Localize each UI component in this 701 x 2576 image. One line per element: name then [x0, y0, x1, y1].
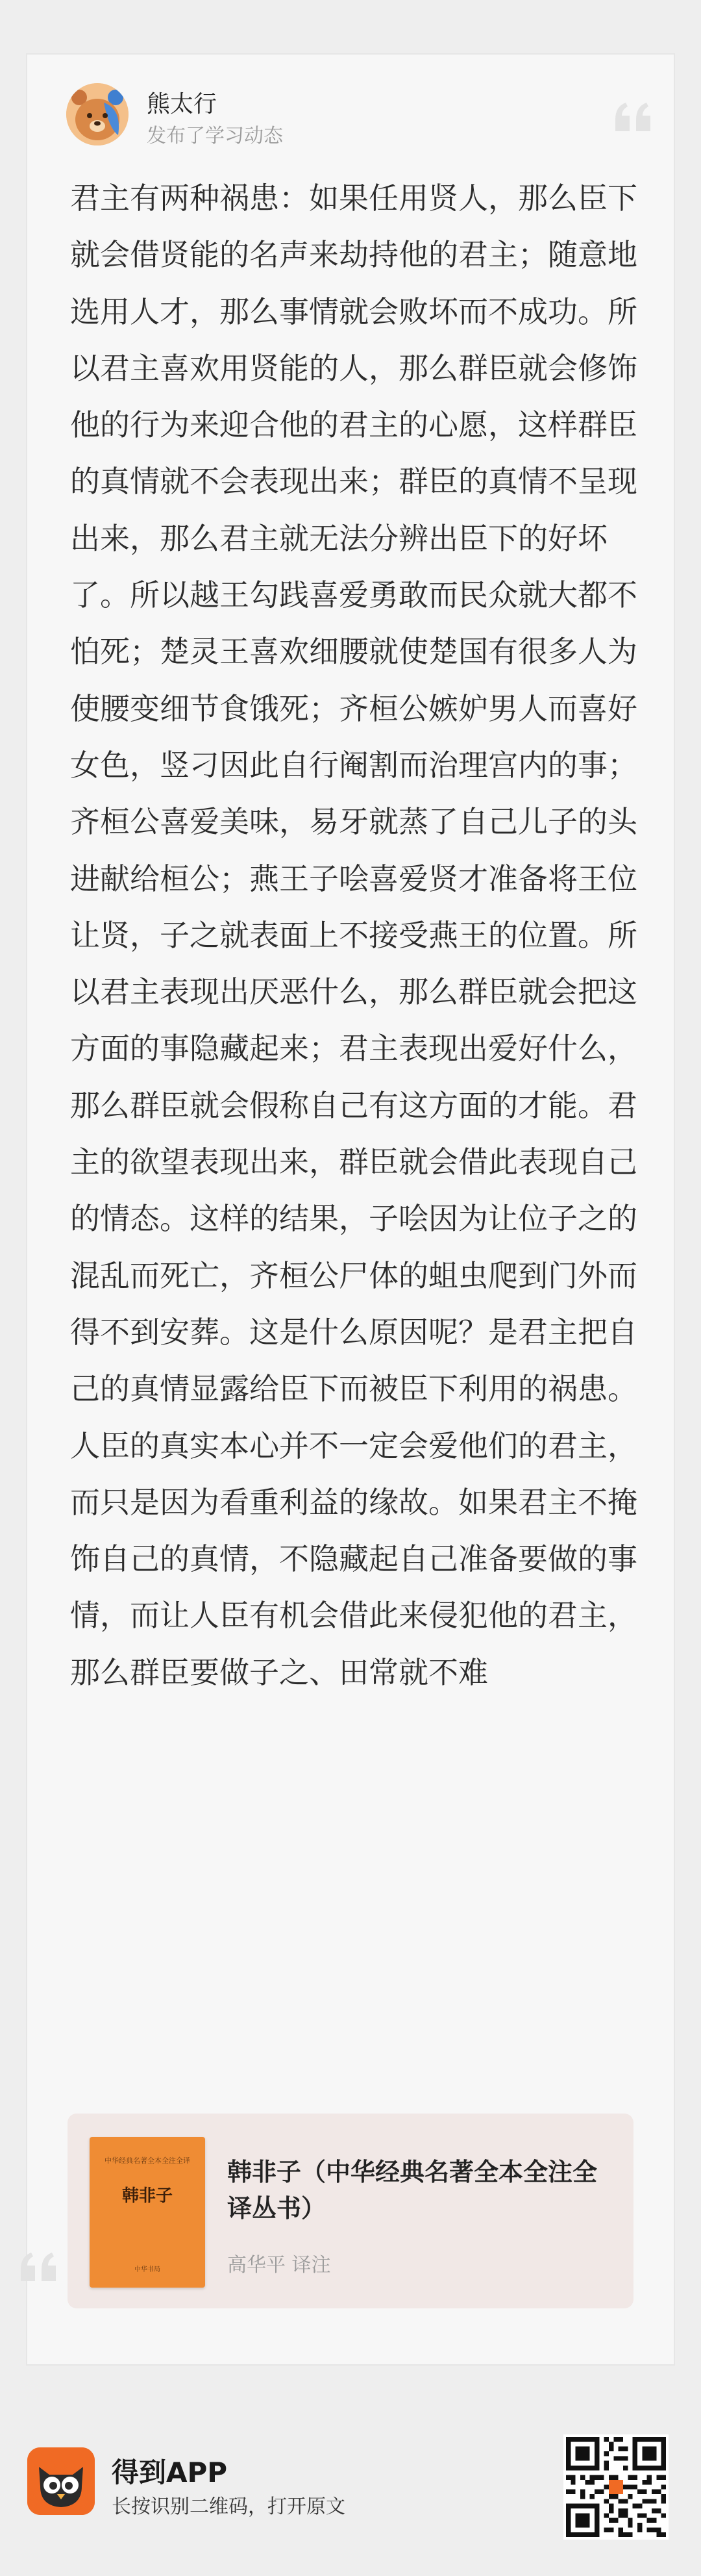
qr-code-icon[interactable] — [563, 2434, 669, 2540]
book-author: 高华平 译注 — [227, 2254, 331, 2277]
post-card — [26, 53, 675, 2366]
post-body: 君主有两种祸患：如果任用贤人，那么臣下就会借贤能的名声来劫持他的君主；随意地选用人才，那么事情就会败坏而不成功。所以君主喜欢用贤能的人，那么群臣就会修饰他的行为来迎合他的君主的心愿，这样群臣的真情就不会表现出来；群臣的真情不呈现出来，那么君主就无法分辨出臣下的好坏了。所以越王勾践喜爱勇敢而民众就大都不怕死；楚灵王喜欢细腰就使楚国有很多人为使腰变细节食饿死；齐桓公嫉妒男人而喜好女色，竖刁因此自行阉割而治理宫内的事；齐桓公喜爱美味，易牙就蒸了自己儿子的头进献给桓公；燕王子哙喜爱贤才准备将王位让贤，子之就表面上不接受燕王的位置。所以君主表现出厌恶什么，那么群臣就会把这方面的事隐藏起来；君主表现出爱好什么，那么群臣就会假称自己有这方面的才能。君主的欲望表现出来，群臣就会借此表现自己的情态。这样的结果，子哙因为让位子之的混乱而死亡，齐桓公尸体的蛆虫爬到门外而得不到安葬。这是什么原因呢？是君主把自己的真情显露给臣下而被臣下利用的祸患。人臣的真实本心并不一定会爱他们的君主，而只是因为看重利益的缘故。如果君主不掩饰自己的真情，不隐藏起自己准备要做的事情，而让人臣有机会借此来侵犯他的君主，那么群臣要做子之、田常就不难 — [70, 181, 637, 1690]
cover-publisher: 中华书局 — [134, 2266, 160, 2273]
qr-hint: 长按识别二维码，打开原文 — [112, 2495, 345, 2518]
post-header — [66, 83, 585, 148]
owl-logo-icon — [27, 2447, 95, 2515]
cover-series: 中华经典名著全本全注全译 — [105, 2156, 190, 2165]
username[interactable]: 熊太行 — [147, 91, 217, 118]
book-card[interactable] — [68, 2114, 633, 2308]
book-title: 韩非子（中华经典名著全本全注全译丛书） — [227, 2158, 598, 2223]
cover-title: 韩非子 — [121, 2186, 173, 2206]
quote-mark-icon — [17, 2243, 62, 2289]
app-footer — [0, 2403, 701, 2533]
quote-mark-icon — [611, 94, 657, 139]
book-cover-image — [90, 2137, 205, 2288]
app-name: 得到APP — [112, 2456, 228, 2488]
post-action: 发布了学习动态 — [147, 125, 283, 147]
bear-avatar-icon[interactable] — [66, 83, 129, 145]
